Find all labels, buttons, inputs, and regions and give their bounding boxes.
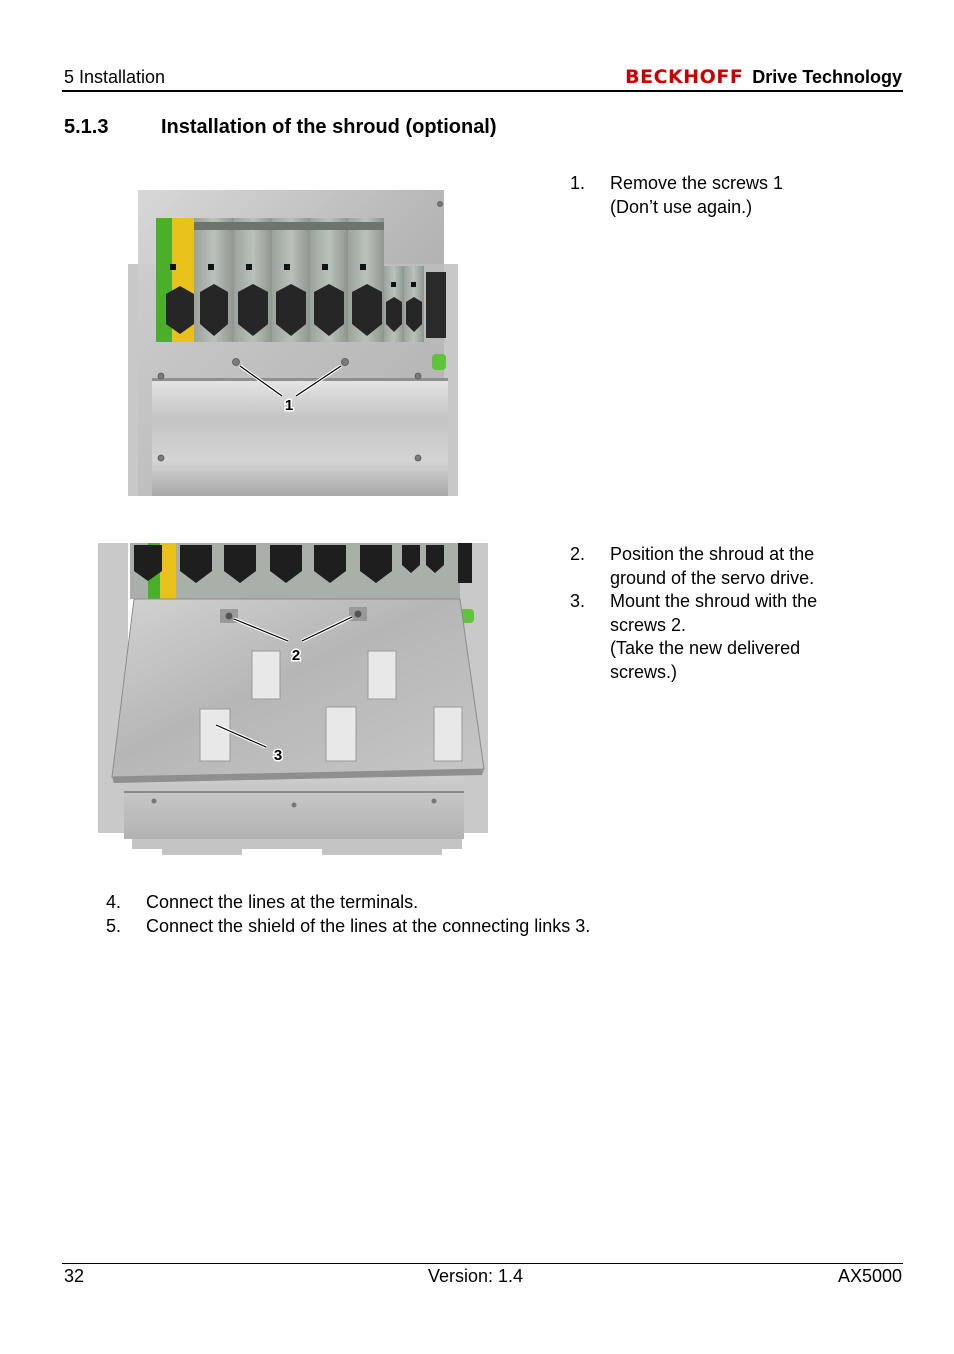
steps-group-1 (570, 172, 783, 219)
step-text: Remove the screws 1 (610, 173, 784, 193)
step-text: ground of the servo drive. (610, 567, 815, 588)
step-text: screws.) (610, 661, 677, 682)
footer-product: AX5000 (837, 1266, 902, 1286)
step-5 (106, 915, 590, 939)
step-1 (570, 172, 783, 219)
footer-rule (62, 1263, 903, 1264)
step-text: (Take the new delivered (610, 638, 801, 658)
step-4 (106, 891, 590, 915)
step-number: 1. (570, 173, 586, 193)
step-number: 2. (570, 544, 586, 564)
steps-group-3 (106, 891, 590, 938)
callout-2: 2 (291, 647, 301, 664)
step-text: Connect the lines at the terminals. (146, 892, 419, 912)
header-rule (62, 90, 903, 92)
figure-mount-shroud (94, 543, 490, 855)
beckhoff-logo: BECKHOFF (625, 66, 744, 88)
step-2 (570, 543, 817, 590)
steps-group-2 (570, 543, 817, 684)
servo-drive-photo-1 (128, 186, 458, 496)
servo-drive-photo-2 (94, 543, 490, 855)
section-title: Installation of the shroud (optional) (161, 116, 497, 138)
callout-3: 3 (273, 747, 283, 764)
step-3 (570, 590, 817, 684)
brand-subtitle: Drive Technology (752, 67, 902, 87)
callout-1: 1 (284, 397, 294, 414)
section-number: 5.1.3 (64, 116, 109, 138)
header-section: 5 Installation (64, 67, 166, 87)
section-heading (64, 116, 497, 139)
step-text: Mount the shroud with the (610, 591, 818, 611)
step-text: Connect the shield of the lines at the connecting links 3. (146, 915, 591, 936)
footer-version: Version: 1.4 (428, 1266, 524, 1286)
step-text: (Don’t use again.) (610, 196, 753, 217)
step-text: screws 2. (610, 614, 687, 635)
step-number: 5. (106, 915, 122, 936)
header-brand (625, 66, 902, 88)
figure-remove-screws (128, 186, 458, 496)
step-text: Position the shroud at the (610, 544, 815, 564)
step-number: 3. (570, 591, 586, 611)
page-number: 32 (64, 1266, 85, 1286)
step-number: 4. (106, 892, 122, 912)
